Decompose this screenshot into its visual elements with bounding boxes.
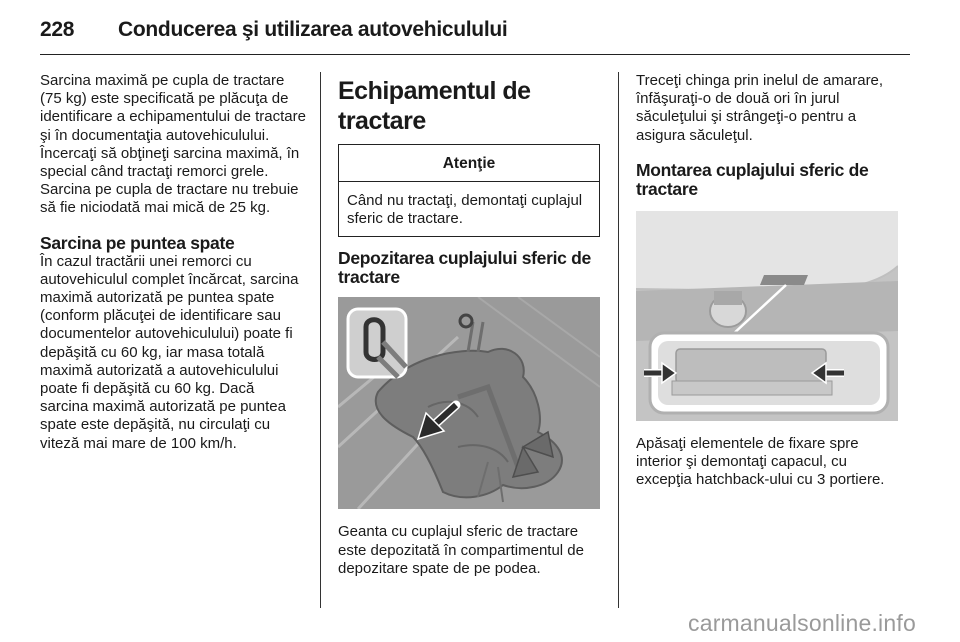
column-middle xyxy=(338,72,604,578)
fitting-heading: Montarea cuplajului sferic de tractare xyxy=(636,159,869,199)
column-right xyxy=(636,72,906,489)
watermark: carmanualsonline.info xyxy=(688,610,916,636)
column-left xyxy=(40,72,306,453)
column-divider-2 xyxy=(618,72,619,608)
column-divider xyxy=(320,72,321,608)
section-heading: Echipamentul de tractare xyxy=(338,77,531,135)
running-title: Conducerea şi utilizarea autovehiculului xyxy=(118,18,508,41)
bumper-cover-figure xyxy=(636,211,898,421)
towbar-bag-figure xyxy=(338,297,600,509)
storage-heading: Depozitarea cuplajului sferic de tractare xyxy=(338,248,591,288)
rear-axle-paragraph: În cazul tractării unei remorci cu autovehiculul complet încărcat, sarcina maximă autorizată pe puntea spate (conform plăcuţei de identificare sau documentelor autovehiculului) poate fi depăşită cu 60 kg, iar masa totală maximă autorizată a autovehiculului poate fi depăşită cu 60 kg. Dacă sarcina maximă autorizată pe puntea spate este depăşită, nu circulaţi cu viteză mai mare de 100 km/h. xyxy=(40,252,299,452)
warning-text: Când nu tractaţi, demontaţi cuplajul sferic de tractare. xyxy=(347,192,583,228)
warning-box xyxy=(338,144,600,237)
warning-title: Atenţie xyxy=(339,145,599,182)
storage-caption: Geanta cu cuplajul sferic de tractare este depozitată în compartimentul de depozitare spate de pe podea. xyxy=(338,523,584,577)
fitting-caption: Apăsaţi elementele de fixare spre interior şi demontaţi capacul, cu excepţia hatchback-ului cu 3 portiere. xyxy=(636,434,885,489)
strap-paragraph: Treceţi chinga prin inelul de amarare, înfăşuraţi-o de două ori în jurul săculeţului şi strângeţi-o pentru a asigura săculeţul. xyxy=(636,72,884,144)
page-header xyxy=(40,14,910,55)
rear-axle-heading: Sarcina pe puntea spate xyxy=(40,232,235,253)
towbar-load-paragraph: Sarcina maximă pe cupla de tractare (75 kg) este specificată pe plăcuţa de identificare a echipamentului de tractare şi în documentaţia autovehiculului. Încercaţi să obţineţi sarcina maximă, în special când tractaţi remorci grele. Sarcina pe cupla de tractare nu trebuie să fie niciodată mai mică de 25 kg. xyxy=(40,72,306,217)
page-number: 228 xyxy=(40,18,75,41)
